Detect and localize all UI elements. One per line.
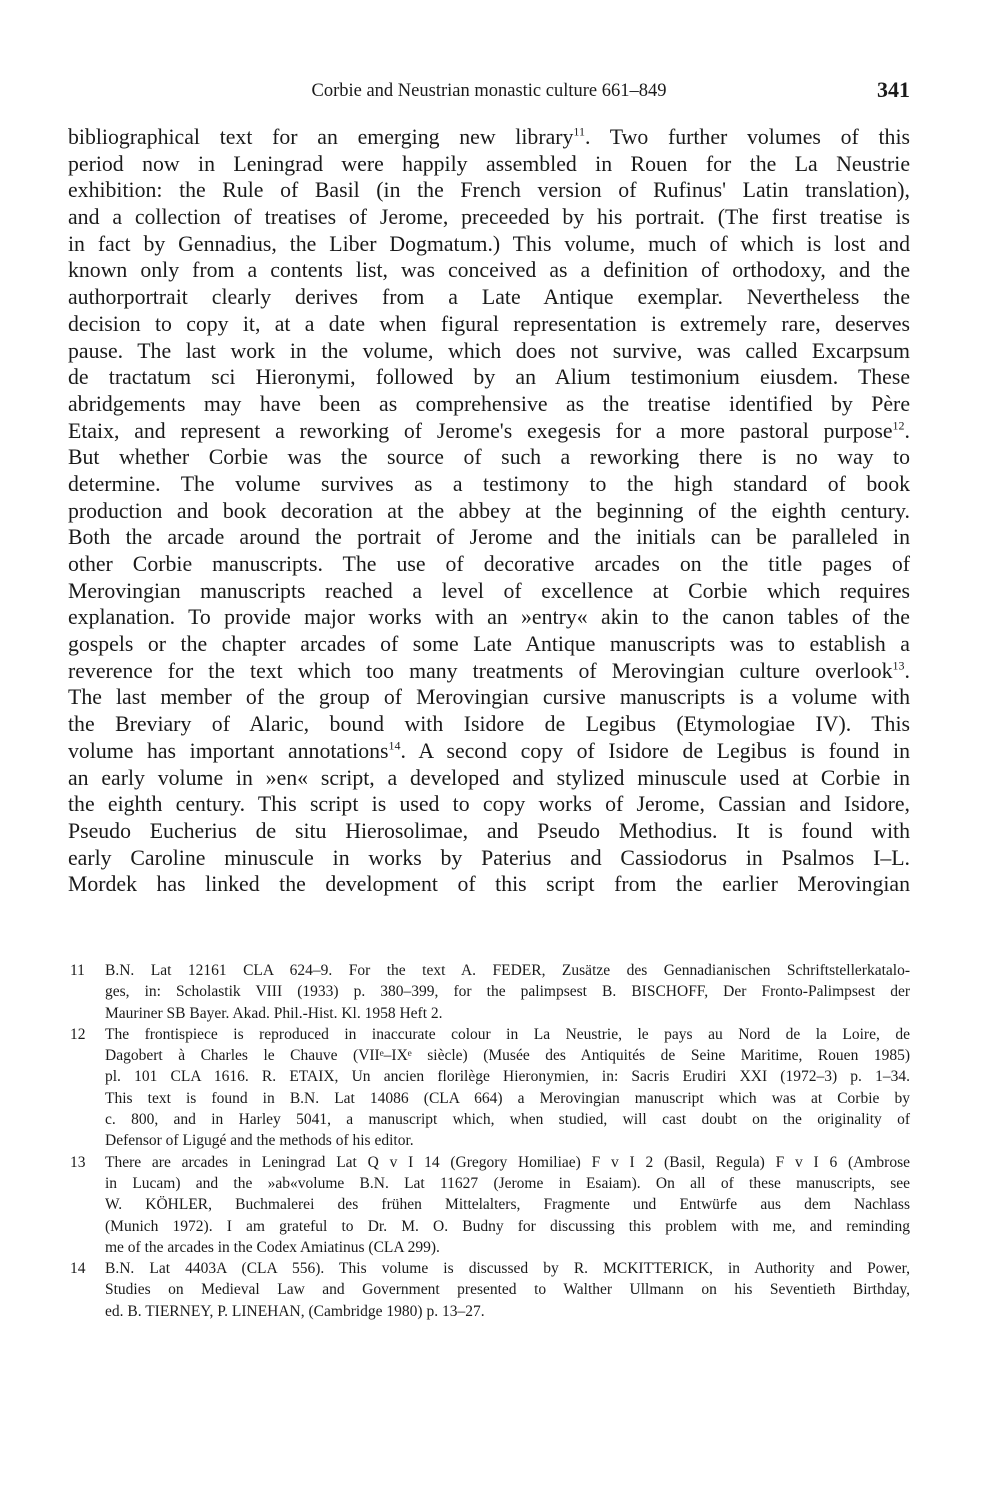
body-line: The last member of the group of Merovingian cursive manuscripts is a volume with xyxy=(68,685,910,710)
body-line: abridgements may have been as comprehensive as the treatise identified by Père xyxy=(68,391,910,416)
body-line: Pseudo Eucherius de situ Hierosolimae, and Pseudo Methodius. It is found with xyxy=(68,818,910,843)
body-line: known only from a contents list, was conceived as a definition of orthodoxy, and the xyxy=(68,258,910,283)
footnote-line: Defensor of Ligugé and the methods of his editor. xyxy=(105,1132,414,1150)
body-line: production and book decoration at the abbey at the beginning of the eighth century. xyxy=(68,498,910,523)
body-line: period now in Leningrad were happily assembled in Rouen for the La Neustrie xyxy=(68,151,910,176)
footnote-ref: 13 xyxy=(892,658,905,673)
body-line xyxy=(68,124,910,151)
body-line: gospels or the chapter arcades of some Late Antique manuscripts was to establish a xyxy=(68,632,910,657)
footnote-line: me of the arcades in the Codex Amiatinus (CLA 299). xyxy=(105,1238,440,1256)
body-line: exhibition: the Rule of Basil (in the French version of Rufinus' Latin translation), xyxy=(68,178,910,203)
page-number: 341 xyxy=(877,77,910,102)
body-line: pause. The last work in the volume, which does not survive, was called Excarpsum xyxy=(68,338,910,363)
running-title: Corbie and Neustrian monastic culture 661–849 xyxy=(311,81,667,101)
body-line xyxy=(68,738,910,765)
footnote-line: Mauriner SB Bayer. Akad. Phil.-Hist. Kl. 1958 Heft 2. xyxy=(105,1004,443,1022)
body-line-text: volume has important annotations xyxy=(68,738,389,763)
footnote-line: There are arcades in Leningrad Lat Q v I 14 (Gregory Homiliae) F v I 2 (Basil, Regula) F v I 6 (Ambrose xyxy=(105,1153,910,1171)
footnotes xyxy=(68,960,910,1322)
body-line: other Corbie manuscripts. The use of decorative arcades on the title pages of xyxy=(68,552,910,576)
body-line-text: . Two further volumes of this xyxy=(584,125,910,149)
body-line: in fact by Gennadius, the Liber Dogmatum.) This volume, much of which is lost and xyxy=(68,231,910,256)
body-line: decision to copy it, at a date when figural representation is extremely rare, deserves xyxy=(68,311,910,336)
body-line: and a collection of treatises of Jerome, preceeded by his portrait. (The first treatise is xyxy=(68,205,910,230)
footnote-line: c. 800, and in Harley 5041, a manuscript which, when studied, will cast doubt on the originality of xyxy=(105,1111,910,1129)
body-line-text: bibliographical text for an emerging new library xyxy=(68,125,574,149)
footnote-line: Dagobert à Charles le Chauve (VIIᵉ–IXᵉ siècle) (Musée des Antiquités de Seine Maritime, Rouen 1985) xyxy=(105,1047,910,1065)
footnote-12 xyxy=(68,1024,910,1152)
footnote-line: ges, in: Scholastik VIII (1933) p. 380–399, for the palimpsest B. BISCHOFF, Der Fronto-Palimpsest der xyxy=(105,983,910,1001)
footnote-line: B.N. Lat 4403A (CLA 556). This volume is discussed by R. MCKITTERICK, in Authority and Power, xyxy=(105,1260,910,1278)
footnote-number: 13 xyxy=(70,1153,86,1171)
body-line-text: reverence for the text which too many treatments of Merovingian culture overlook xyxy=(68,658,893,683)
footnote-number: 14 xyxy=(70,1260,86,1278)
footnote-14 xyxy=(68,1258,910,1322)
body-line-text: Etaix, and represent a reworking of Jerome's exegesis for a more pastoral purpose xyxy=(68,418,893,443)
footnote-13 xyxy=(68,1152,910,1258)
body-line: the Breviary of Alaric, bound with Isidore de Legibus (Etymologiae IV). This xyxy=(68,712,910,737)
body-line: explanation. To provide major works with an »entry« akin to the canon tables of the xyxy=(68,605,910,630)
running-head xyxy=(68,76,910,106)
body-line: determine. The volume survives as a testimony to the high standard of book xyxy=(68,471,910,496)
footnote-line: pl. 101 CLA 1616. R. ETAIX, Un ancien florilège Hieronymien, in: Sacris Erudiri XXI (1972–3) p. 1–34. xyxy=(105,1068,910,1086)
body-line: an early volume in »en« script, a developed and stylized minuscule used at Corbie in xyxy=(68,765,910,790)
footnote-line: B.N. Lat 12161 CLA 624–9. For the text A. FEDER, Zusätze des Gennadianischen Schriftstellerkatalo- xyxy=(105,962,910,979)
body-line: But whether Corbie was the source of such a reworking there is no way to xyxy=(68,445,910,470)
body-line: the eighth century. This script is used to copy works of Jerome, Cassian and Isidore, xyxy=(68,792,910,817)
body-line: early Caroline minuscule in works by Paterius and Cassiodorus in Psalmos I–L. xyxy=(68,845,910,870)
footnote-ref: 14 xyxy=(388,738,401,753)
footnote-line: The frontispiece is reproduced in inaccurate colour in La Neustrie, le pays au Nord de la Loire, de xyxy=(105,1025,910,1043)
footnote-line: in Lucam) and the »ab«volume B.N. Lat 11627 (Jerome in Esaiam). On all of these manuscripts, see xyxy=(105,1174,910,1192)
body-line: Mordek has linked the development of this script from the earlier Merovingian xyxy=(68,872,910,897)
footnote-ref: 12 xyxy=(892,418,905,433)
body-line: de tractatum sci Hieronymi, followed by an Alium testimonium eiusdem. These xyxy=(68,365,910,390)
footnote-line: ed. B. TIERNEY, P. LINEHAN, (Cambridge 1980) p. 13–27. xyxy=(105,1302,485,1320)
body-text xyxy=(68,124,910,898)
footnote-line: W. KÖHLER, Buchmalerei des frühen Mittelalters, Fragmente und Entwürfe aus dem Nachlass xyxy=(105,1196,910,1214)
body-line: Merovingian manuscripts reached a level of excellence at Corbie which requires xyxy=(68,578,910,603)
body-line-text: . A second copy of Isidore de Legibus is found in xyxy=(400,738,910,763)
body-line: authorportrait clearly derives from a Late Antique exemplar. Nevertheless the xyxy=(68,285,910,310)
footnote-number: 11 xyxy=(70,962,85,979)
body-line: Both the arcade around the portrait of Jerome and the initials can be paralleled in xyxy=(68,525,910,550)
footnote-number: 12 xyxy=(70,1025,86,1043)
footnote-line: Studies on Medieval Law and Government presented to Walther Ullmann on his Seventieth Birthday, xyxy=(105,1281,910,1299)
body-line: reverence for the text which too many treatments of Merovingian culture overlook$^{13}$. xyxy=(68,658,910,683)
footnote-line: This text is found in B.N. Lat 14086 (CLA 664) a Merovingian manuscript which was at Corbie by xyxy=(105,1089,910,1107)
footnote-line: (Munich 1972). I am grateful to Dr. M. O. Budny for discussing this problem with me, and reminding xyxy=(105,1217,910,1235)
footnote-11 xyxy=(68,960,910,1024)
body-line: Etaix, and represent a reworking of Jerome's exegesis for a more pastoral purpose$^{12}$. xyxy=(68,418,910,443)
footnote-ref: 11 xyxy=(573,124,585,139)
